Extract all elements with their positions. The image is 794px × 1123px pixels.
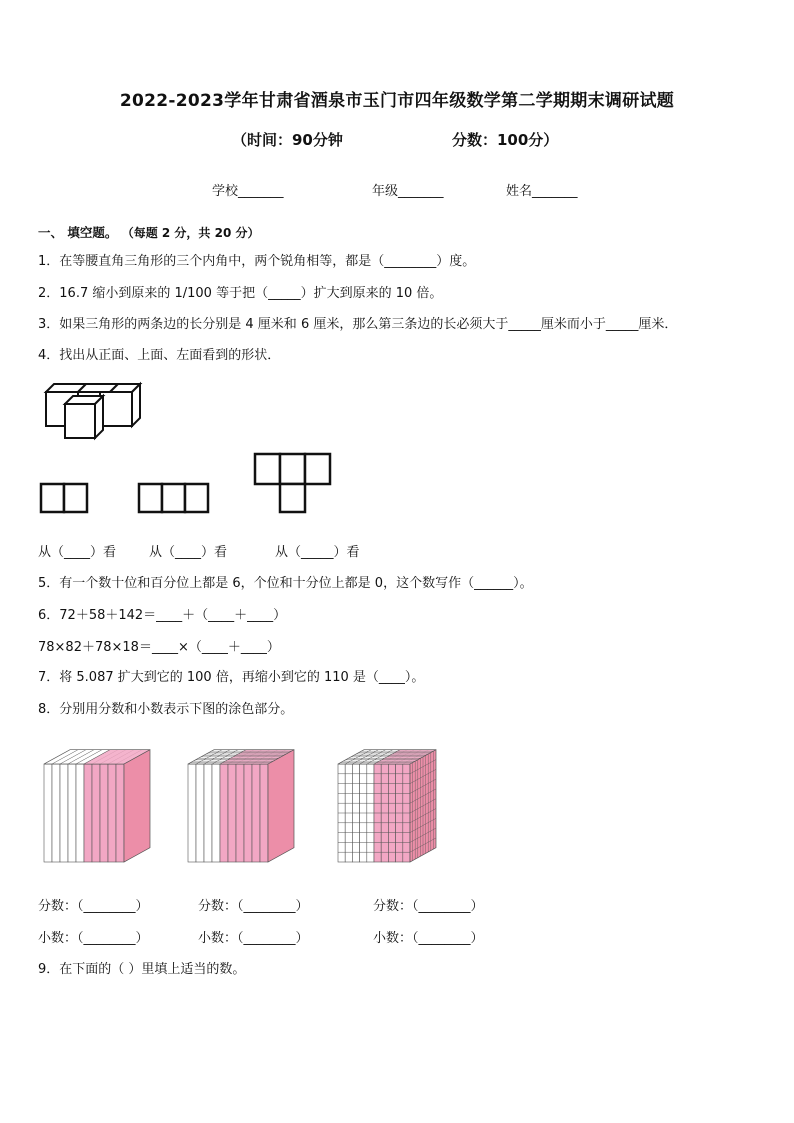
view-answer-3: 从（_____）看 — [275, 545, 360, 560]
cube-tenths — [40, 730, 160, 866]
time-label: （时间：90分钟 — [232, 131, 343, 149]
cube-stack-figure — [40, 380, 150, 442]
view-answer-1: 从（____）看 — [38, 545, 117, 560]
view-shape-three-squares — [137, 482, 213, 516]
view-shape-two-squares — [39, 482, 91, 516]
name-field: 姓名_______ — [506, 184, 578, 199]
decimal-answer-2: 小数：（________） — [198, 931, 309, 946]
fraction-answer-2: 分数：（________） — [198, 899, 309, 914]
cube-thousandths — [334, 728, 444, 866]
question-6b: 78×82＋78×18＝____×（____＋____） — [38, 640, 280, 655]
section-label: 一、 填空题。 — [38, 225, 118, 240]
decimal-answer-1: 小数：（________） — [38, 931, 149, 946]
decimal-answer-3: 小数：（________） — [373, 931, 484, 946]
question-9: 9．在下面的（ ）里填上适当的数。 — [38, 962, 246, 977]
school-field: 学校_______ — [212, 184, 284, 199]
fraction-answer-3: 分数：（________） — [373, 899, 484, 914]
section-note: （每题 2 分，共 20 分） — [121, 226, 260, 240]
question-5: 5．有一个数十位和百分位上都是 6，个位和十分位上都是 0，这个数写作（______）。 — [38, 576, 533, 591]
section-heading — [38, 223, 259, 241]
question-2: 2．16.7 缩小到原来的 1/100 等于把（_____）扩大到原来的 10 倍。 — [38, 286, 443, 301]
question-4: 4．找出从正面、上面、左面看到的形状． — [38, 348, 281, 363]
question-7: 7．将 5.087 扩大到它的 100 倍，再缩小到它的 110 是（____）。 — [38, 670, 425, 685]
cube-hundredths — [184, 730, 304, 866]
question-3: 3．如果三角形的两条边的长分别是 4 厘米和 6 厘米，那么第三条边的长必须大于_____厘米而小于_____厘米． — [38, 317, 678, 332]
question-1: 1．在等腰直角三角形的三个内角中，两个锐角相等，都是（________）度。 — [38, 254, 476, 269]
view-answer-2: 从（____）看 — [149, 545, 228, 560]
grade-field: 年级_______ — [372, 184, 444, 199]
question-6a: 6．72＋58＋142＝____＋（____＋____） — [38, 608, 287, 623]
question-8: 8．分别用分数和小数表示下图的涂色部分。 — [38, 702, 294, 717]
fraction-answer-1: 分数：（________） — [38, 899, 149, 914]
score-label: 分数：100分） — [452, 131, 559, 149]
page-title: 2022-2023学年甘肃省酒泉市玉门市四年级数学第二学期期末调研试题 — [119, 91, 675, 111]
view-shape-t — [253, 452, 333, 516]
